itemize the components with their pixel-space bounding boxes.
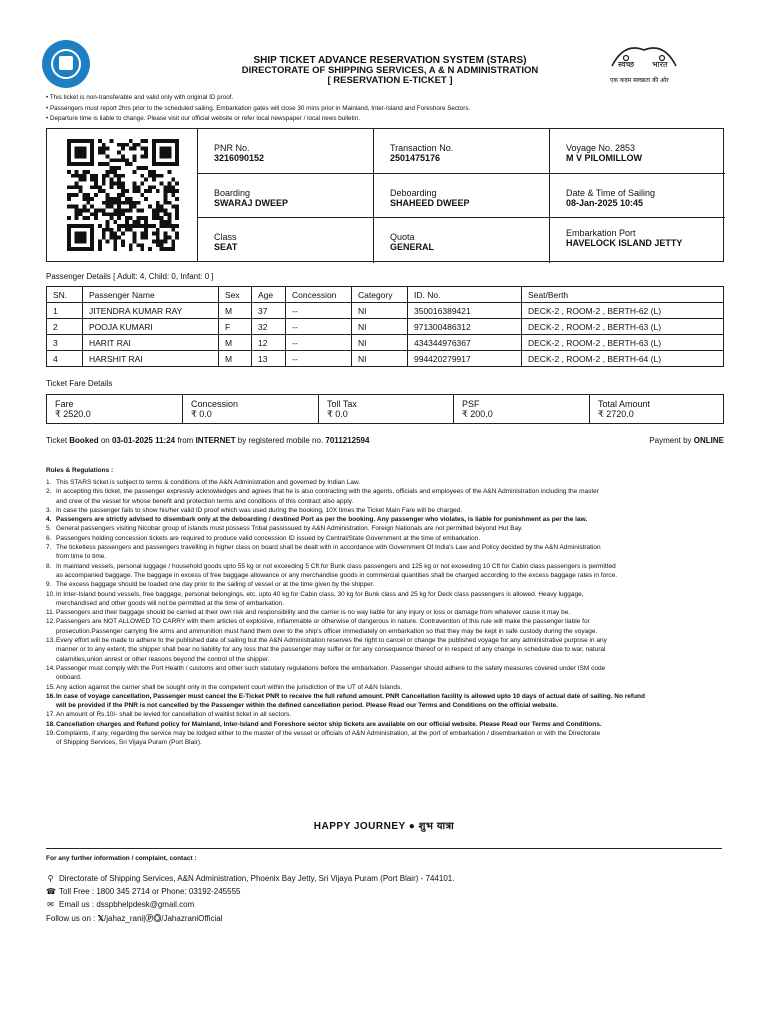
passenger-seat: DECK-2 , ROOM-2 , BERTH-62 (L): [522, 303, 724, 319]
rule-number: 1.: [46, 479, 52, 486]
passenger-concession: --: [286, 319, 352, 335]
port-cell: [550, 218, 725, 263]
rule-text: Passengers and their baggage should be carried at their own risk and responsibility and the carrier is no way liable for any injury or loss or damage from whatever cause it may be.: [56, 609, 571, 617]
contact-phone: [46, 887, 240, 896]
swachh-left-text: स्वच्छ: [618, 60, 635, 69]
rules-title: Rules & Regulations :: [46, 467, 114, 474]
deboarding-label: Deboarding: [390, 188, 437, 198]
rule-text: An amount of Rs.10/- shall be levied for cancellation of waitlist ticket in all sectors.: [56, 711, 292, 719]
swachh-tagline: एक कदम स्वच्छता की ओर: [610, 77, 669, 84]
col-name: Passenger Name: [83, 287, 219, 303]
rule-text: General passengers visiting Nicobar group of islands must possess Tribal passissued by A&N Administration. Foreign Nationals are not permitted beyond Hut Bay.: [56, 525, 523, 533]
passenger-sn: 4: [47, 351, 83, 367]
fare-grid: [46, 394, 724, 424]
contact-title: For any further information / complaint, contact :: [46, 855, 197, 862]
passenger-name: HARIT RAI: [83, 335, 219, 351]
booking-channel: INTERNET: [195, 436, 236, 445]
passenger-category: NI: [352, 351, 408, 367]
passenger-sex: F: [219, 319, 252, 335]
passenger-sn: 1: [47, 303, 83, 319]
bullet-dot: ●: [408, 821, 416, 832]
rule-item: [46, 673, 726, 682]
rule-text: In case of voyage cancellation, Passenger must cancel the E-Ticket PNR to receive the full refund amount. PNR Cancellation facility is allowed upto 10 days of actual date of sailing. No refund: [56, 692, 646, 700]
rule-item: [46, 729, 726, 738]
rule-item: [46, 683, 726, 692]
pnr-cell: [198, 129, 374, 174]
rule-number: 16.: [46, 692, 56, 700]
passenger-id: 350016389421: [408, 303, 522, 319]
transaction-label: Transaction No.: [390, 143, 454, 153]
rule-item: [46, 590, 726, 599]
ticket-header: [130, 55, 650, 86]
divider: [46, 848, 722, 849]
sailing-label: Date & Time of Sailing: [566, 188, 656, 198]
rule-number: 10.: [46, 590, 56, 598]
passenger-sex: M: [219, 335, 252, 351]
passenger-sn: 2: [47, 319, 83, 335]
instagram-icon[interactable]: ◎: [153, 914, 162, 923]
rule-number: 13.: [46, 637, 56, 645]
toll-tax-label: Toll Tax: [327, 399, 357, 409]
twitter-handle[interactable]: /jahaz_rani: [104, 914, 144, 923]
concession-cell: [183, 395, 319, 423]
ticket-info-grid: [197, 128, 724, 262]
rule-item: [46, 608, 726, 617]
passenger-category: NI: [352, 335, 408, 351]
passenger-seat: DECK-2 , ROOM-2 , BERTH-64 (L): [522, 351, 724, 367]
happy-journey-en: HAPPY JOURNEY: [313, 821, 406, 832]
rule-text: The excess baggage should be loaded one day prior to the sailing of vessel or at the time given by the shipper.: [56, 581, 375, 589]
contact-address: [46, 874, 454, 883]
total-amount-cell: [590, 395, 723, 423]
total-amount-value: ₹ 2720.0: [598, 409, 634, 419]
booking-line: [46, 436, 369, 445]
rule-text: Passengers holding concession tickets are required to produce valid concession ID issued by Central/State Government at the time of embarkation.: [56, 534, 481, 542]
rule-number: 7.: [46, 544, 52, 552]
col-concession: Concession: [286, 287, 352, 303]
transaction-cell: [374, 129, 550, 174]
rule-item: [46, 515, 726, 524]
email-icon: ✉: [47, 900, 54, 909]
rule-text: In Inter-Island bound vessels, free baggage, personal belongings, etc. upto 40 kg for Cabin class, 30 kg for Bunk class and 25 kg for Deck class passengers is allowed. Heavy luggage,: [56, 590, 584, 598]
rule-number: 3.: [46, 506, 52, 514]
passenger-row: [47, 351, 724, 367]
rule-text: Any action against the carrier shall be sought only in the competent court within the jurisdiction of the UT of A&N Islands.: [56, 683, 403, 691]
rule-number: 19.: [46, 730, 56, 738]
fare-value: ₹ 2520.0: [55, 409, 91, 419]
rule-item: [46, 627, 726, 636]
fare-caption: Ticket Fare Details: [46, 379, 113, 388]
rule-text: This STARS ticket is subject to terms & conditions of the A&N Administration and governed by Indian Law.: [56, 479, 361, 486]
note-line: • Passengers must report 2hrs prior to the scheduled sailing. Embarkation gates will close 30 mins prior in Mainland, Inter-Island and Foreshore Sectors.: [46, 104, 471, 112]
booking-status: Booked: [69, 436, 99, 445]
contact-follow: [46, 913, 222, 924]
rule-item: [46, 571, 726, 580]
passenger-concession: --: [286, 335, 352, 351]
rule-text: Passenger must comply with the Port Health / customs and other such statutary regulations before the embarkation. Passenger should adhere to the safety measures covered under ISM code: [56, 664, 606, 672]
rule-number: 9.: [46, 581, 52, 589]
rule-text: Every effort will be made to adhere to the published date of sailing but the A&N Administration reserves the right to cancel or change the published voyage for any administrative purpose in any: [56, 637, 607, 645]
rule-text: manner or to any extent, the shipper shall bear no liability for any loss that the passenger may suffer or for any consequence thereof or in respect of any change in schedule due to war, natural: [56, 646, 606, 654]
total-amount-label: Total Amount: [598, 399, 651, 409]
quota-label: Quota: [390, 232, 415, 242]
ticket-notes: [46, 93, 736, 125]
rule-number: 11.: [46, 609, 55, 617]
booking-on: on: [98, 436, 112, 445]
qr-code-box: [46, 128, 198, 262]
rule-number: 15.: [46, 683, 56, 691]
rule-text: calamities,union anrest or other reasons beyond the control of the shipper.: [56, 655, 270, 663]
rule-text: Cancellation charges and Refund policy for Mainland, Inter-Island and Foreshore sector ship tickets are available on our official website. Please Read our Terms and Conditions.: [56, 720, 602, 728]
happy-journey-hi: शुभ यात्रा: [418, 821, 455, 832]
payment-prefix: Payment by: [649, 436, 694, 445]
rule-item: [46, 710, 726, 719]
transaction-value: 2501475176: [390, 153, 441, 163]
rule-text: In accepting this ticket, the passenger expressly acknowledges and agrees that he is also contracting with the agents, officials and employees of the A&N Administration including the master: [56, 488, 599, 496]
rules-list: [46, 478, 726, 748]
pnr-value: 3216090152: [214, 153, 265, 163]
voyage-cell: [550, 129, 725, 174]
rule-item: [46, 636, 726, 645]
booking-by: by registered mobile no.: [235, 436, 326, 445]
boarding-label: Boarding: [214, 188, 251, 198]
col-category: Category: [352, 287, 408, 303]
swachh-right-text: भारत: [652, 60, 668, 69]
rule-text: The ticketless passengers and passengers travelling in higher class on board shall be dealt with in accordance with Government Of India's Law and Policy decided by the A&N Administration: [56, 544, 601, 552]
toll-tax-cell: [319, 395, 454, 423]
passenger-name: JITENDRA KUMAR RAY: [83, 303, 219, 319]
social-handle[interactable]: /JahazraniOfficial: [161, 914, 223, 923]
passenger-row: [47, 303, 724, 319]
booking-from: from: [175, 436, 196, 445]
rule-number: 6.: [46, 534, 52, 542]
phone-icon: ☎: [46, 887, 56, 896]
twitter-icon[interactable]: 𝕏: [97, 914, 105, 923]
rule-number: 8.: [46, 562, 52, 570]
rule-item: [46, 738, 726, 747]
rule-text: In mainland vessels, personal luggage / household goods upto 55 kg or not exceeding 5 Cft for Bunk class passengers and 125 kg or not exceeding 10 Cft for Cabin class passengers is permitted: [56, 562, 616, 570]
col-id: ID. No.: [408, 287, 522, 303]
class-label: Class: [214, 232, 237, 242]
passenger-category: NI: [352, 319, 408, 335]
rule-number: 12.: [46, 618, 56, 626]
concession-label: Concession: [191, 399, 239, 409]
rule-number: 2.: [46, 488, 52, 496]
passenger-caption: Passenger Details [ Adult: 4, Child: 0, Infant: 0 ]: [46, 272, 214, 281]
passenger-seat: DECK-2 , ROOM-2 , BERTH-63 (L): [522, 319, 724, 335]
payment-mode: ONLINE: [693, 436, 724, 445]
psf-cell: [454, 395, 590, 423]
rule-text: as accompanied baggage. The baggage in excess of free baggage allowance or any merchandise goods in commercial quantities shall be charged according to the excess baggage rates in force.: [56, 571, 618, 579]
follow-text: Follow us on :: [46, 914, 98, 923]
passenger-id: 971300486312: [408, 319, 522, 335]
phone-text: Toll Free : 1800 345 2714 or Phone: 03192-245555: [59, 887, 241, 896]
passenger-sn: 3: [47, 335, 83, 351]
boarding-cell: [198, 174, 374, 218]
rule-text: Passengers are NOT ALLOWED TO CARRY with them articles of explosive, inflammable or otherwise of dangerous in nature. Contravention of this rule will make the passenger liable for: [56, 618, 590, 626]
booking-prefix: Ticket: [46, 436, 70, 445]
passenger-age: 13: [252, 351, 286, 367]
col-sn: SN.: [47, 287, 83, 303]
passenger-concession: --: [286, 351, 352, 367]
passenger-name: HARSHIT RAI: [83, 351, 219, 367]
rule-item: [46, 701, 726, 710]
fare-label: Fare: [55, 399, 74, 409]
rule-item: [46, 478, 726, 487]
deboarding-value: SHAHEED DWEEP: [390, 198, 470, 208]
deboarding-cell: [374, 174, 550, 218]
system-title: SHIP TICKET ADVANCE RESERVATION SYSTEM (STARS): [253, 55, 527, 66]
rule-number: 5.: [46, 525, 52, 533]
rule-number: 18.: [46, 720, 56, 728]
location-pin-icon: ⚲: [47, 874, 54, 883]
class-cell: [198, 218, 374, 263]
rule-item: [46, 487, 726, 496]
passenger-age: 32: [252, 319, 286, 335]
rule-item: [46, 655, 726, 664]
passenger-sex: M: [219, 303, 252, 319]
quota-value: GENERAL: [390, 242, 435, 252]
fare-cell: [47, 395, 183, 423]
rule-item: [46, 599, 726, 608]
note-line: • Departure time is liable to change. Please visit our official website or refer local newspaper / local news bulletin.: [46, 115, 360, 122]
rule-number: 4.: [46, 516, 52, 524]
rule-item: [46, 506, 726, 515]
passenger-age: 12: [252, 335, 286, 351]
port-label: Embarkation Port: [566, 228, 636, 238]
rule-text: and crew of the vessel for whose benefit and protection terms and conditions of this contract also apply.: [56, 497, 354, 505]
payment-line: [649, 436, 724, 445]
sailing-value: 08-Jan-2025 10:45: [566, 198, 644, 208]
booking-datetime: 03-01-2025 11:24: [111, 436, 176, 445]
rule-item: [46, 534, 726, 543]
booking-mobile: 7011212594: [325, 436, 370, 445]
rule-number: 17.: [46, 711, 56, 719]
qr-code: [67, 139, 179, 251]
rule-item: [46, 524, 726, 533]
separator: |: [143, 914, 146, 923]
rule-item: [46, 692, 726, 701]
happy-journey: [0, 818, 768, 832]
rule-text: merchandised and other goods will not be permitted at the time of embarkation.: [56, 599, 284, 607]
rule-item: [46, 645, 726, 654]
rule-item: [46, 497, 726, 506]
psf-value: ₹ 200.0: [462, 409, 493, 419]
passenger-id: 994420279917: [408, 351, 522, 367]
toll-tax-value: ₹ 0.0: [327, 409, 348, 419]
rule-item: [46, 543, 726, 552]
passenger-row: [47, 319, 724, 335]
passenger-id: 434344976367: [408, 335, 522, 351]
boarding-value: SWARAJ DWEEP: [214, 198, 289, 208]
email-text[interactable]: Email us : dsspbhelpdesk@gmail.com: [59, 900, 195, 909]
ans-logo: [42, 40, 90, 88]
rule-text: In case the passenger fails to show his/her valid ID proof which was used during the booking, 10X times the Ticket Main Fare will be charged.: [56, 506, 463, 514]
psf-label: PSF: [462, 399, 480, 409]
voyage-label: Voyage No. 2853: [566, 143, 636, 153]
col-sex: Sex: [219, 287, 252, 303]
rule-number: 14.: [46, 664, 56, 672]
rule-item: [46, 720, 726, 729]
passenger-concession: --: [286, 303, 352, 319]
facebook-icon[interactable]: Ⓟ: [145, 914, 154, 923]
passenger-name: POOJA KUMARI: [83, 319, 219, 335]
concession-value: ₹ 0.0: [191, 409, 212, 419]
contact-email: [46, 900, 194, 909]
rule-item: [46, 580, 726, 589]
quota-cell: [374, 218, 550, 263]
rule-text: Passengers are strictly advised to disembark only at the deboarding / destined Port as per the booking. Any passenger who violates, is liable for punishment as per the law.: [56, 516, 588, 524]
rule-text: will be provided if the PNR is not cancelled by the Passenger within the defined cancellation period. Please Read our Terms and Conditions on the official website.: [56, 702, 558, 710]
rule-text: of Shipping Services, Sri Vijaya Puram (Port Blair).: [56, 739, 202, 747]
directorate-title: DIRECTORATE OF SHIPPING SERVICES, A & N ADMINISTRATION: [241, 65, 539, 76]
note-line: • This ticket is non-transferable and valid only with original ID proof.: [46, 94, 234, 101]
rule-item: [46, 617, 726, 626]
rule-text: prosecution.Passenger carrying fire arms and ammunition must hand them over to the ship's officer immediately on embarkation so that they may be kept in safe custody during the voyage.: [56, 627, 598, 635]
rule-text: Complaints, if any, regarding the service may be lodged either to the master of the vessel or officials of A&N Administration, at the port of embarkation / disembarkation or with the Directorate: [56, 730, 601, 738]
eticket-title: [ RESERVATION E-TICKET ]: [327, 75, 453, 86]
vessel-name: M V PILOMILLOW: [566, 153, 642, 163]
rule-item: [46, 552, 726, 561]
pnr-label: PNR No.: [214, 143, 250, 153]
sailing-cell: [550, 174, 725, 218]
port-value: HAVELOCK ISLAND JETTY: [566, 238, 683, 248]
rule-text: onboard.: [56, 674, 82, 682]
col-seat: Seat/Berth: [522, 287, 724, 303]
class-value: SEAT: [214, 242, 238, 252]
passenger-category: NI: [352, 303, 408, 319]
rule-item: [46, 664, 726, 673]
passenger-table: [46, 286, 724, 367]
rule-item: [46, 562, 726, 571]
col-age: Age: [252, 287, 286, 303]
passenger-age: 37: [252, 303, 286, 319]
rule-text: from time to time.: [56, 553, 107, 561]
passenger-seat: DECK-2 , ROOM-2 , BERTH-63 (L): [522, 335, 724, 351]
passenger-sex: M: [219, 351, 252, 367]
address-text: Directorate of Shipping Services, A&N Administration, Phoenix Bay Jetty, Sri Vijaya Puram (Port Blair) - 744101.: [59, 874, 455, 883]
passenger-header-row: [47, 287, 724, 303]
passenger-row: [47, 335, 724, 351]
